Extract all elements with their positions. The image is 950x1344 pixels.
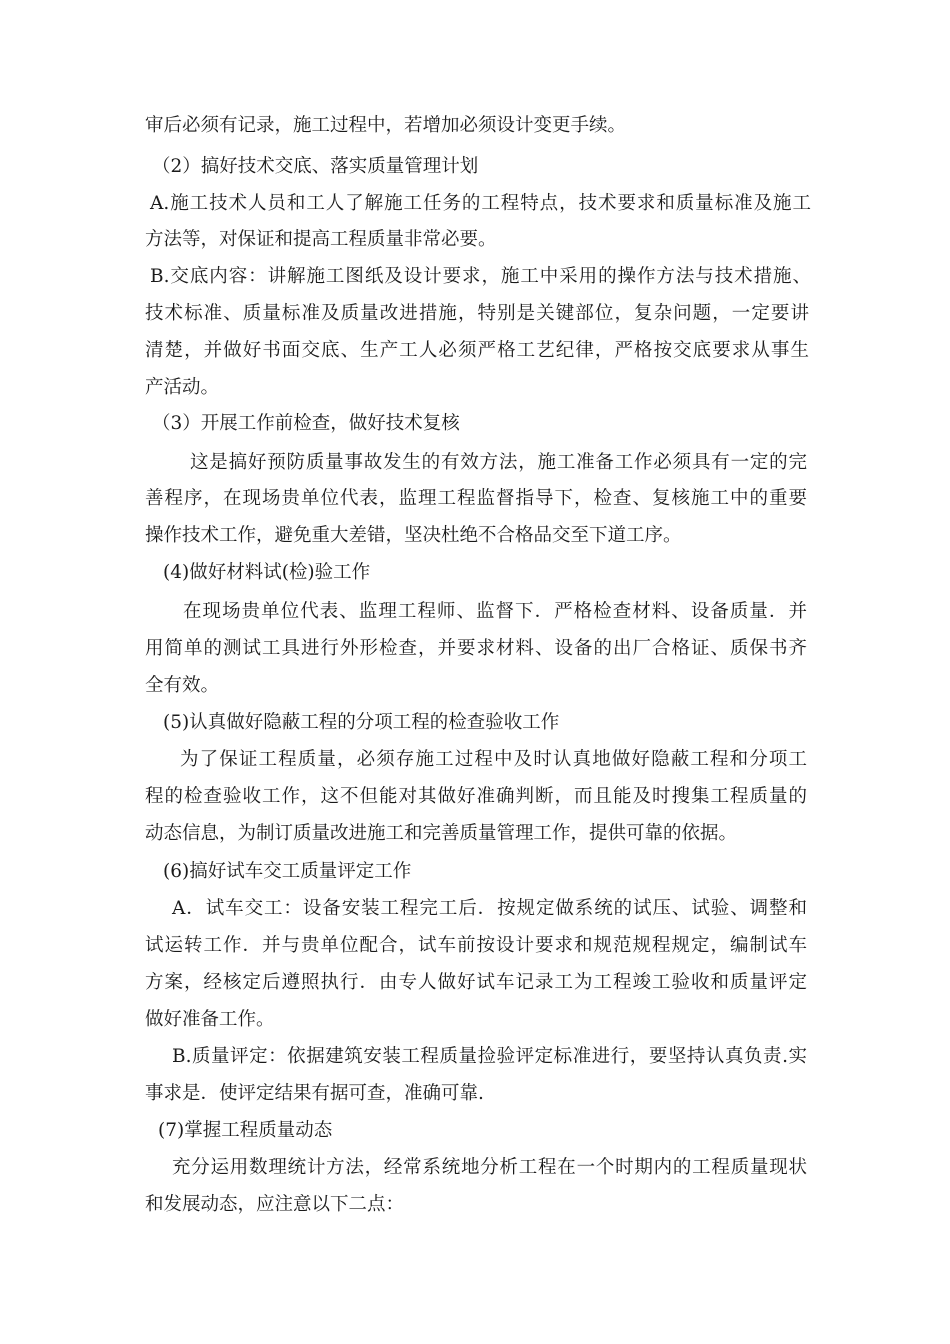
text-line-wrap xyxy=(172,897,807,921)
text-line-wrap xyxy=(145,302,809,326)
text-line-wrap xyxy=(145,971,807,995)
section-heading: (4)做好材料试(检)验工作 xyxy=(163,562,371,583)
text-line: 方案，经核定后遵照执行．由专人做好试车记录工为工程竣工验收和质量评定 xyxy=(145,972,807,993)
text-line-wrap xyxy=(180,748,807,772)
text-line: 操作技术工作，避免重大差错，坚决杜绝不合格品交至下道工序。 xyxy=(145,525,682,546)
text-line: 清楚，并做好书面交底、生产工人必须严格工艺纪律，严格按交底要求从事生 xyxy=(145,340,809,361)
text-line: 在现场贵单位代表、监理工程师、监督下．严格检查材料、设备质量．并 xyxy=(183,601,807,622)
text-line: 这是搞好预防质量事故发生的有效方法，施工准备工作必须具有一定的完 xyxy=(190,452,807,473)
text-line: 做好准备工作。 xyxy=(145,1009,275,1030)
text-line-wrap xyxy=(172,1045,807,1069)
text-line-wrap xyxy=(145,785,807,809)
section-heading: (7)掌握工程质量动态 xyxy=(158,1120,333,1141)
text-line: 和发展动态，应注意以下二点： xyxy=(145,1194,405,1215)
text-line-wrap xyxy=(145,339,809,363)
text-line: 事求是．使评定结果有据可查，准确可靠. xyxy=(145,1083,484,1104)
text-line: 产活动。 xyxy=(145,377,220,398)
text-line: 试运转工作．并与贵单位配合，试车前按设计要求和规范规程规定，编制试车 xyxy=(145,935,807,956)
section-heading: （2）搞好技术交底、落实质量管理计划 xyxy=(152,156,479,177)
text-line: 用简单的测试工具进行外形检查，并要求材料、设备的出厂合格证、质保书齐 xyxy=(145,638,807,659)
text-line-wrap xyxy=(150,265,811,289)
text-line-wrap xyxy=(150,192,811,216)
text-line: 审后必须有记录，施工过程中，若增加必须设计变更手续。 xyxy=(145,115,627,136)
text-line: 为了保证工程质量，必须存施工过程中及时认真地做好隐蔽工程和分项工 xyxy=(180,749,807,770)
text-line: 方法等，对保证和提高工程质量非常必要。 xyxy=(145,229,497,250)
text-line: 程的检查验收工作，这不但能对其做好准确判断，而且能及时搜集工程质量的 xyxy=(145,786,807,807)
section-heading: （3）开展工作前检查，做好技术复核 xyxy=(152,413,460,434)
section-heading: (6)搞好试车交工质量评定工作 xyxy=(163,861,412,882)
text-line: 全有效。 xyxy=(145,675,220,696)
text-line: A.施工技术人员和工人了解施工任务的工程特点，技术要求和质量标准及施工 xyxy=(150,193,811,214)
text-line-wrap xyxy=(145,487,807,511)
text-line: 善程序，在现场贵单位代表，监理工程监督指导下，检查、复核施工中的重要 xyxy=(145,488,807,509)
section-heading: (5)认真做好隐蔽工程的分项工程的检查验收工作 xyxy=(163,712,560,733)
text-line: 动态信息，为制订质量改进施工和完善质量管理工作，提供可靠的依据。 xyxy=(145,823,738,844)
text-line-wrap xyxy=(190,451,807,475)
text-line-wrap xyxy=(172,1156,807,1180)
text-line: 充分运用数理统计方法，经常系统地分析工程在一个时期内的工程质量现状 xyxy=(172,1157,807,1178)
text-line: 技术标准、质量标准及质量改进措施，特别是关键部位，复杂问题，一定要讲 xyxy=(145,303,809,324)
text-line: A．试车交工：设备安装工程完工后．按规定做系统的试压、试验、调整和 xyxy=(172,898,807,919)
text-line-wrap xyxy=(145,934,807,958)
text-line-wrap xyxy=(183,600,807,624)
text-line: B.质量评定：依据建筑安装工程质量捡验评定标准进行，要坚持认真负责.实 xyxy=(172,1046,807,1067)
text-line: B.交底内容：讲解施工图纸及设计要求，施工中采用的操作方法与技术措施、 xyxy=(150,266,811,287)
text-line-wrap xyxy=(145,637,807,661)
